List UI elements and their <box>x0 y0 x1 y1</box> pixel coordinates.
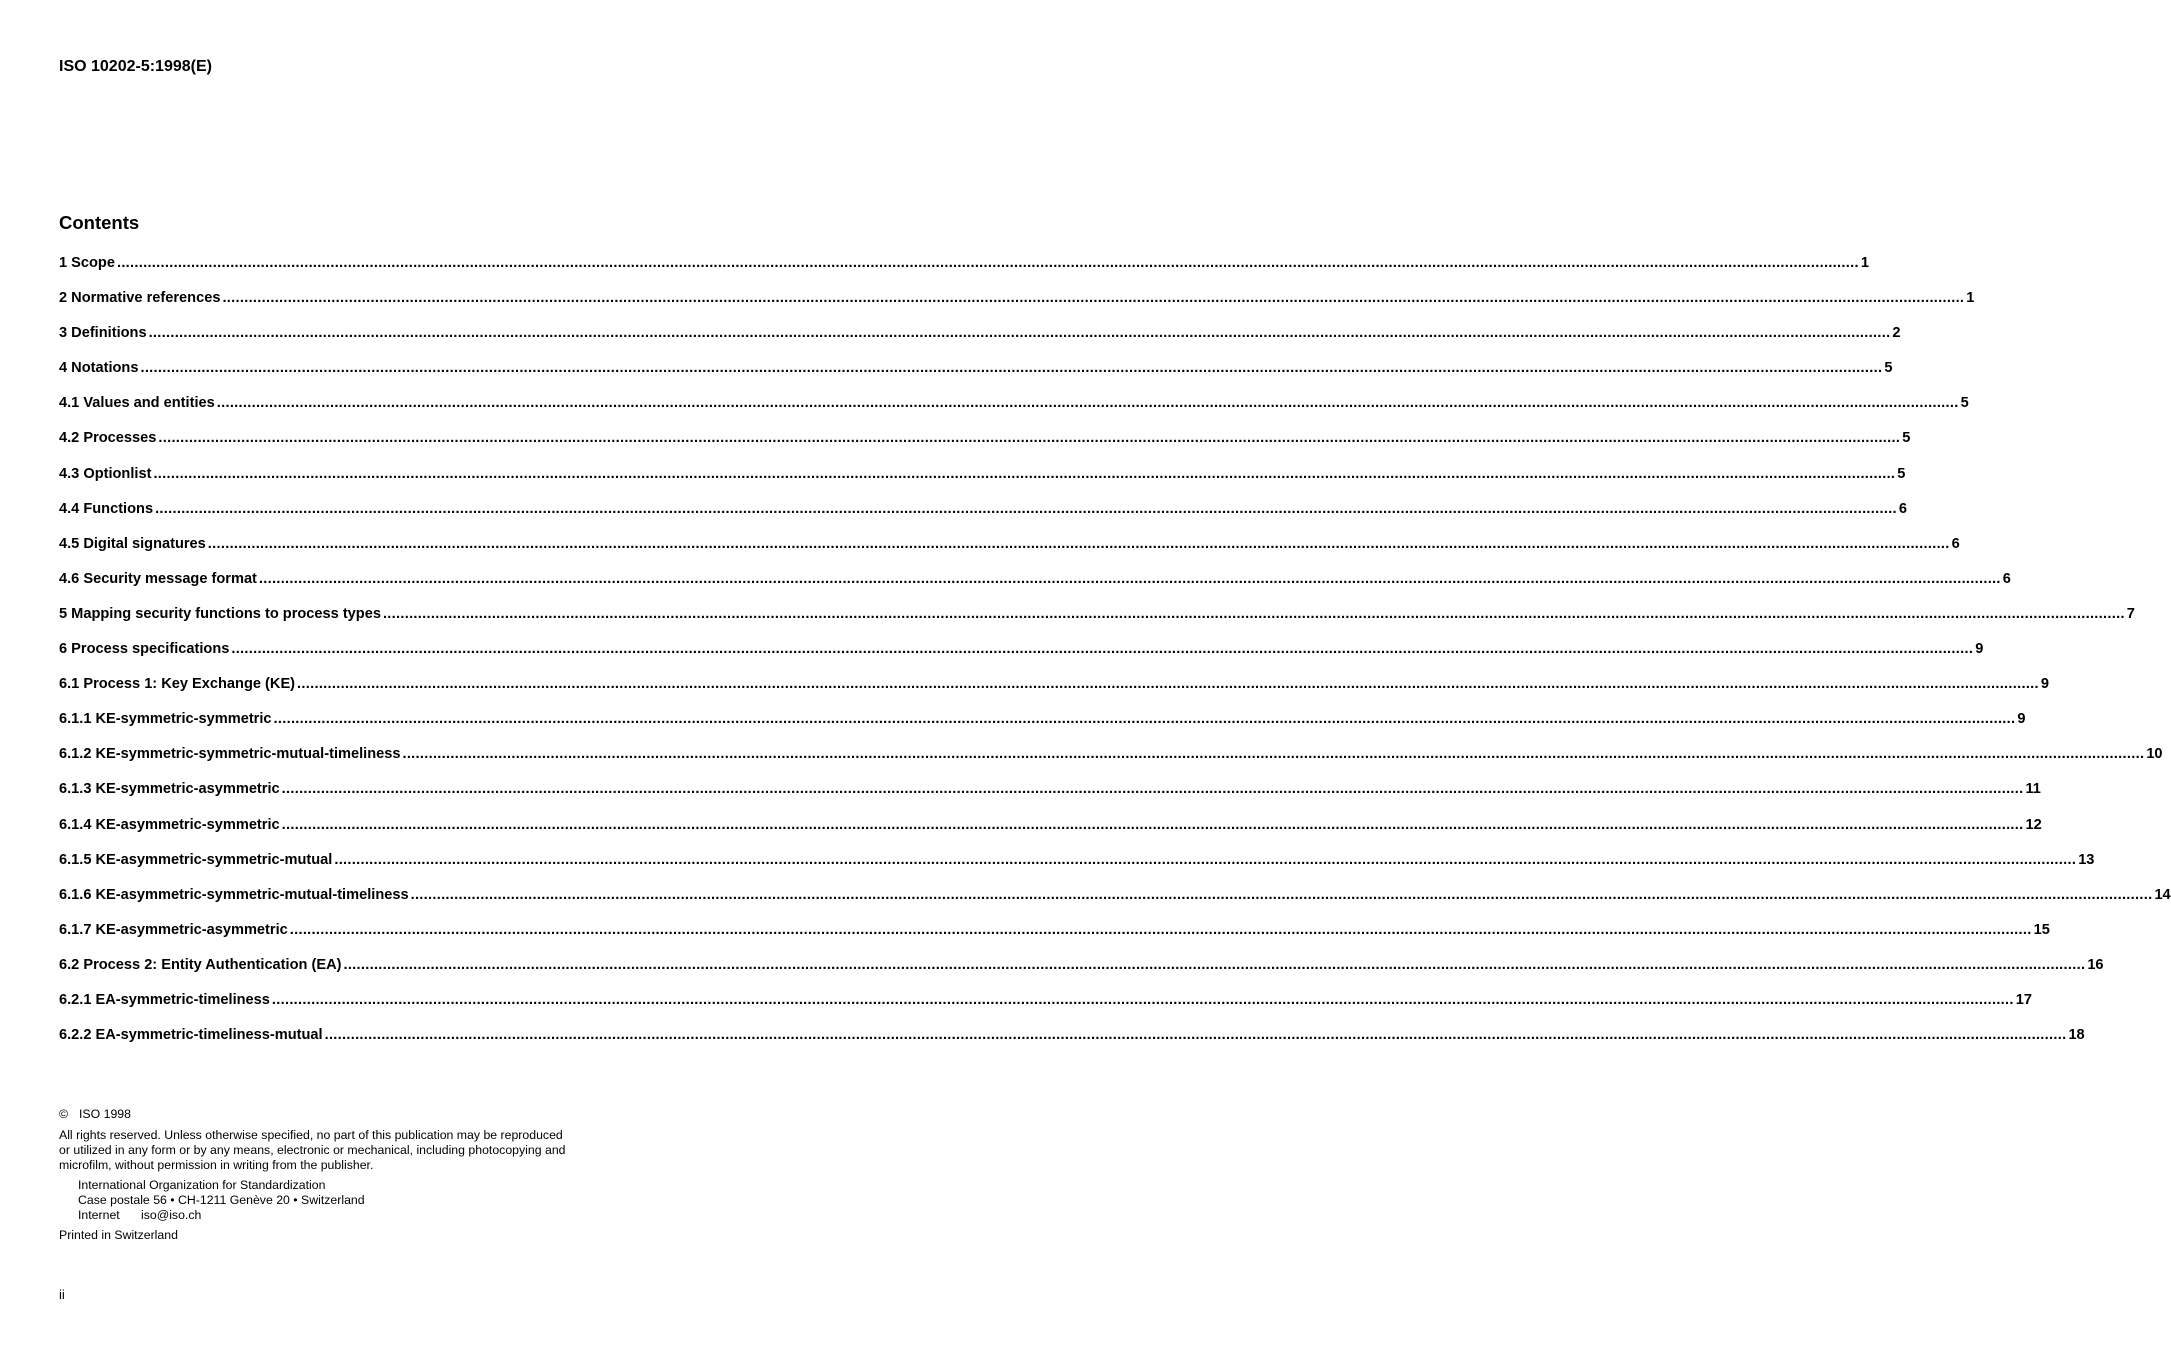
toc-dot-leader: ................................................................................................................................................................................................................................................................................................................................................................................................................ <box>155 500 1897 517</box>
toc-entry[interactable] <box>59 465 1906 501</box>
toc-dot-leader: ................................................................................................................................................................................................................................................................................................................................................................................................................ <box>289 921 2032 938</box>
toc-entry-label: 6.1.7 KE-asymmetric-asymmetric <box>59 921 288 938</box>
toc-entry-page: 12 <box>2025 816 2042 833</box>
toc-dot-leader: ................................................................................................................................................................................................................................................................................................................................................................................................................ <box>216 395 1959 412</box>
toc-dot-leader: ................................................................................................................................................................................................................................................................................................................................................................................................................ <box>140 360 1883 377</box>
toc-entry-page: 6 <box>1898 500 1908 517</box>
toc-entry[interactable] <box>59 816 2042 852</box>
toc-entry-page: 5 <box>1884 360 1893 377</box>
toc-dot-leader: ................................................................................................................................................................................................................................................................................................................................................................................................................ <box>343 956 2086 973</box>
toc-entry[interactable] <box>59 851 2095 887</box>
toc-entry-page: 5 <box>1897 465 1906 482</box>
toc-entry[interactable] <box>59 535 1960 571</box>
toc-entry-label: 6.1.2 KE-symmetric-symmetric-mutual-timeliness <box>59 746 401 763</box>
toc-entry-label: 5 Mapping security functions to process types <box>59 605 381 622</box>
toc-entry-label: 6 Process specifications <box>59 641 230 658</box>
toc-entry[interactable] <box>59 255 1869 290</box>
toc-dot-leader: ................................................................................................................................................................................................................................................................................................................................................................................................................ <box>231 641 1974 658</box>
toc-entry-page: 9 <box>2040 676 2050 693</box>
rights-line-3: microfilm, without permission in writing from the publisher. <box>59 1158 374 1172</box>
copyright-icon: © <box>59 1107 69 1121</box>
toc-entry-label: 6.1.1 KE-symmetric-symmetric <box>59 711 272 728</box>
document-id: ISO 10202-5:1998(E) <box>59 58 212 75</box>
internet-email: iso@iso.ch <box>141 1208 202 1222</box>
toc-entry-page: 15 <box>2033 921 2050 938</box>
toc-entry-label: 2 Normative references <box>59 290 221 307</box>
toc-entry-page: 10 <box>2146 746 2163 763</box>
toc-entry[interactable] <box>59 921 2050 957</box>
rights-line-1: All rights reserved. Unless otherwise specified, no part of this publication may be reproduced <box>59 1128 563 1142</box>
toc-entry[interactable] <box>59 711 2026 746</box>
toc-entry[interactable] <box>59 430 1911 465</box>
toc-entry-page: 18 <box>2068 1027 2085 1044</box>
toc-entry[interactable] <box>59 290 1975 325</box>
toc-dot-leader: ................................................................................................................................................................................................................................................................................................................................................................................................................ <box>222 290 1965 307</box>
toc-entry-label: 3 Definitions <box>59 325 147 342</box>
toc-entry[interactable] <box>59 395 1969 430</box>
toc-entry-page: 2 <box>1892 325 1901 342</box>
toc-entry-label: 6.1.4 KE-asymmetric-symmetric <box>59 816 280 833</box>
toc-entry-label: 4.5 Digital signatures <box>59 535 206 552</box>
toc-entry-page: 6 <box>1951 535 1960 552</box>
toc-dot-leader: ................................................................................................................................................................................................................................................................................................................................................................................................................ <box>334 851 2077 868</box>
toc-entry-label: 6.2.2 EA-symmetric-timeliness-mutual <box>59 1027 323 1044</box>
toc-entry-label: 4.4 Functions <box>59 500 154 517</box>
toc-entry-label: 4.6 Security message format <box>59 570 257 587</box>
toc-entry-page: 17 <box>2015 991 2032 1008</box>
toc-dot-leader: ................................................................................................................................................................................................................................................................................................................................................................................................................ <box>273 711 2016 728</box>
toc-entry[interactable] <box>59 605 2135 641</box>
toc-dot-leader: ................................................................................................................................................................................................................................................................................................................................................................................................................ <box>382 605 2125 622</box>
org-address: Case postale 56 • CH-1211 Genève 20 • Switzerland <box>78 1193 365 1207</box>
toc-entry-page: 5 <box>1960 395 1969 412</box>
table-of-contents <box>59 255 2171 1062</box>
toc-entry-page: 1 <box>1860 255 1869 271</box>
toc-entry[interactable] <box>59 886 2171 922</box>
toc-dot-leader: ................................................................................................................................................................................................................................................................................................................................................................................................................ <box>258 570 2001 587</box>
toc-entry-page: 9 <box>1975 641 1984 658</box>
page-number: ii <box>59 1287 65 1302</box>
toc-entry-label: 4 Notations <box>59 360 139 377</box>
toc-entry-page: 1 <box>1966 290 1975 307</box>
toc-dot-leader: ................................................................................................................................................................................................................................................................................................................................................................................................................ <box>410 886 2153 903</box>
toc-entry-label: 6.1 Process 1: Key Exchange (KE) <box>59 676 296 693</box>
toc-dot-leader: ................................................................................................................................................................................................................................................................................................................................................................................................................ <box>158 430 1901 447</box>
toc-entry[interactable] <box>59 781 2041 816</box>
toc-entry-label: 4.1 Values and entities <box>59 395 215 412</box>
toc-entry-label: 1 Scope <box>59 255 115 271</box>
toc-entry[interactable] <box>59 570 2011 606</box>
toc-entry[interactable] <box>59 360 1893 395</box>
toc-entry-page: 14 <box>2154 886 2171 903</box>
internet-label: Internet <box>78 1208 120 1222</box>
org-name: International Organization for Standardization <box>78 1178 326 1192</box>
rights-statement <box>59 1128 599 1173</box>
toc-entry-label: 6.1.3 KE-symmetric-asymmetric <box>59 781 280 798</box>
toc-entry-label: 6.1.5 KE-asymmetric-symmetric-mutual <box>59 851 333 868</box>
toc-entry-page: 13 <box>2078 851 2095 868</box>
toc-entry-page: 5 <box>1902 430 1911 447</box>
copyright-text: ISO 1998 <box>79 1107 131 1121</box>
toc-entry-label: 6.1.6 KE-asymmetric-symmetric-mutual-timeliness <box>59 886 409 903</box>
rights-line-2: or utilized in any form or by any means, electronic or mechanical, including photocopying and <box>59 1143 566 1157</box>
contents-title: Contents <box>59 212 140 233</box>
toc-entry-page: 7 <box>2126 605 2135 622</box>
copyright-line <box>59 1107 619 1122</box>
toc-entry[interactable] <box>59 325 1901 360</box>
toc-entry[interactable] <box>59 991 2032 1027</box>
toc-entry[interactable] <box>59 500 1908 536</box>
toc-dot-leader: ................................................................................................................................................................................................................................................................................................................................................................................................................ <box>116 255 1859 271</box>
toc-entry-page: 6 <box>2002 570 2011 587</box>
toc-entry[interactable] <box>59 676 2050 711</box>
toc-dot-leader: ................................................................................................................................................................................................................................................................................................................................................................................................................ <box>148 325 1891 342</box>
toc-entry[interactable] <box>59 1027 2085 1062</box>
toc-dot-leader: ................................................................................................................................................................................................................................................................................................................................................................................................................ <box>324 1027 2067 1044</box>
toc-entry[interactable] <box>59 956 2104 992</box>
toc-dot-leader: ................................................................................................................................................................................................................................................................................................................................................................................................................ <box>281 781 2024 798</box>
toc-entry-label: 4.3 Optionlist <box>59 465 152 482</box>
toc-entry-label: 6.2.1 EA-symmetric-timeliness <box>59 991 270 1008</box>
toc-dot-leader: ................................................................................................................................................................................................................................................................................................................................................................................................................ <box>297 676 2039 693</box>
toc-entry-page: 9 <box>2017 711 2026 728</box>
toc-entry-label: 4.2 Processes <box>59 430 157 447</box>
toc-dot-leader: ................................................................................................................................................................................................................................................................................................................................................................................................................ <box>153 465 1896 482</box>
toc-entry[interactable] <box>59 641 1984 676</box>
toc-dot-leader: ................................................................................................................................................................................................................................................................................................................................................................................................................ <box>207 535 1950 552</box>
toc-entry-label: 6.2 Process 2: Entity Authentication (EA) <box>59 956 342 973</box>
toc-dot-leader: ................................................................................................................................................................................................................................................................................................................................................................................................................ <box>402 746 2145 763</box>
internet-line <box>78 1208 619 1223</box>
toc-entry-page: 11 <box>2025 781 2041 798</box>
toc-dot-leader: ................................................................................................................................................................................................................................................................................................................................................................................................................ <box>281 816 2024 833</box>
copyright-footer <box>59 1107 619 1243</box>
publisher-address <box>78 1178 619 1223</box>
printed-in: Printed in Switzerland <box>59 1228 178 1242</box>
toc-entry-page: 16 <box>2087 956 2104 973</box>
toc-entry[interactable] <box>59 746 2163 781</box>
toc-dot-leader: ................................................................................................................................................................................................................................................................................................................................................................................................................ <box>271 991 2014 1008</box>
